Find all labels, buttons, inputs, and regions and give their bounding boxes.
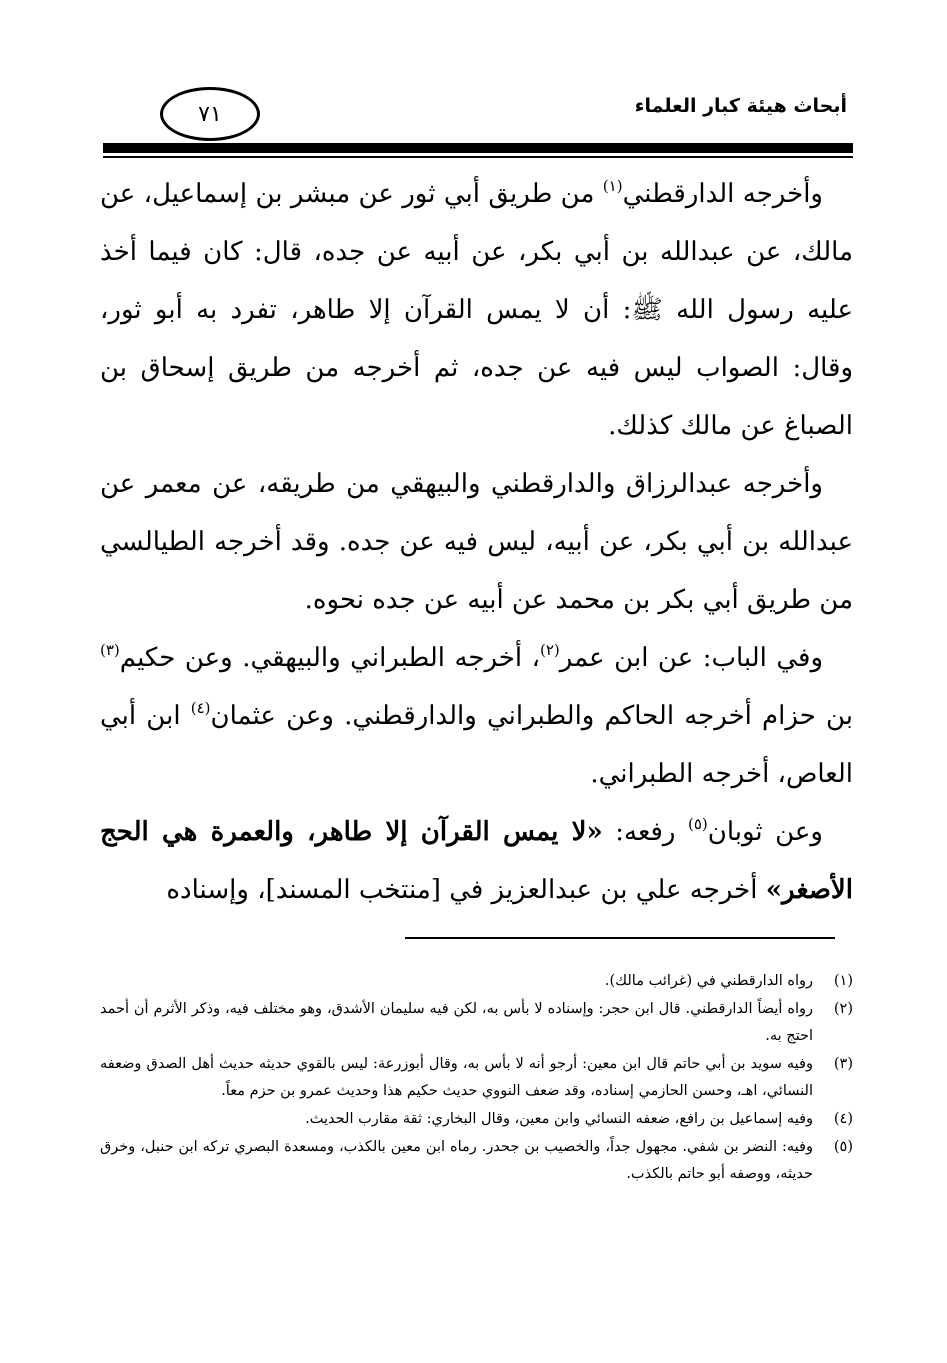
paragraph-3-text-c: بن حزام أخرجه الحاكم والطبراني والدارقطني. وعن عثمان xyxy=(210,701,854,731)
running-header-title: أبحاث هيئة كبار العلماء xyxy=(634,95,847,117)
footnote-text: وفيه إسماعيل بن رافع، ضعفه النسائي وابن معين، وقال البخاري: ثقة مقارب الحديث. xyxy=(305,1111,813,1127)
footnote-number: (٥) xyxy=(833,1139,853,1155)
paragraph-3-text-b: ، أخرجه الطبراني والبيهقي. وعن حكيم xyxy=(119,643,540,673)
footnote-number: (٢) xyxy=(833,1001,853,1017)
footnote-4 xyxy=(100,1106,853,1133)
page-number xyxy=(160,87,260,141)
paragraph-4-text-a: وعن ثوبان xyxy=(707,817,823,847)
page-number-text: ٧١ xyxy=(198,101,222,127)
paragraph-4-text-b: رفعه: xyxy=(602,817,688,847)
paragraph-1-text-b: من طريق أبي ثور عن مبشر بن إسماعيل، عن مالك، عن عبدالله بن أبي بكر، عن أبيه عن جده، قال: كان فيما أخذ عليه رسول الله ﷺ: أن لا يمس القرآن إلا طاهر، تفرد به أبو ثور، وقال: الصواب ليس فيه عن جده، ثم أخرجه من طريق إسحاق بن الصباغ عن مالك كذلك. xyxy=(100,179,853,441)
footnote-separator xyxy=(405,937,835,939)
footnotes xyxy=(100,968,853,1189)
footnote-ref-3: (٣) xyxy=(100,641,120,659)
footnote-text: وفيه: النضر بن شفي. مجهول جداً، والخصيب بن جحدر. رماه ابن معين بالكذب، ومسعدة البصري تركه ابن حنبل، وخرق حديثه، ووصفه أبو حاتم بالكذب. xyxy=(100,1139,813,1182)
footnote-5 xyxy=(100,1134,853,1188)
main-text xyxy=(100,165,853,919)
header-rule-thin xyxy=(103,156,853,158)
hadith-quote: «لا يمس القرآن إلا طاهر، والعمرة هي الحج الأصغر» xyxy=(100,817,853,905)
paragraph-3-text-d: ابن أبي العاص، أخرجه الطبراني. xyxy=(100,701,853,789)
paragraph-3-text-a: وفي الباب: عن ابن عمر xyxy=(559,643,824,673)
paragraph-4-text-c: أخرجه علي بن عبدالعزيز في [منتخب المسند]، وإسناده xyxy=(166,875,766,905)
paragraph-4 xyxy=(100,803,853,919)
paragraph-1 xyxy=(100,165,853,455)
footnote-ref-4: (٤) xyxy=(190,699,211,717)
footnote-number: (٣) xyxy=(833,1056,853,1072)
footnote-text: وفيه سويد بن أبي حاتم قال ابن معين: أرجو أنه لا بأس به، وقال أبوزرعة: ليس بالقوي حديثه حديث أهل الصدق وضعفه النسائي، اهـ، وحسن الحازمي إسناده، وقد ضعف النووي حديث حكيم هذا وحديث عمرو بن حزم معاً. xyxy=(100,1056,813,1099)
footnote-2 xyxy=(100,996,853,1050)
footnote-1 xyxy=(100,968,853,995)
footnote-text: رواه الدارقطني في (غرائب مالك). xyxy=(604,973,813,989)
footnote-ref-1: (١) xyxy=(602,177,623,195)
header-rule-thick xyxy=(103,143,853,153)
footnote-ref-2: (٢) xyxy=(540,641,560,659)
paragraph-3 xyxy=(100,629,853,803)
footnote-3 xyxy=(100,1051,853,1105)
footnote-number: (١) xyxy=(833,973,853,989)
footnote-text: رواه أيضاً الدارقطني. قال ابن حجر: وإسناده لا بأس به، لكن فيه سليمان الأشدق، وهو مختلف فيه، وذكر الأثرم أن أحمد احتج به. xyxy=(100,1001,813,1044)
footnote-ref-5: (٥) xyxy=(687,815,708,833)
paragraph-1-text-a: وأخرجه الدارقطني xyxy=(622,179,823,209)
paragraph-2 xyxy=(100,455,853,629)
paragraph-2-text: وأخرجه عبدالرزاق والدارقطني والبيهقي من طريقه، عن معمر عن عبدالله بن أبي بكر، عن أبيه، ليس فيه عن جده. وقد أخرجه الطيالسي من طريق أبي بكر بن محمد عن أبيه عن جده نحوه. xyxy=(100,469,853,615)
footnote-number: (٤) xyxy=(833,1111,853,1127)
